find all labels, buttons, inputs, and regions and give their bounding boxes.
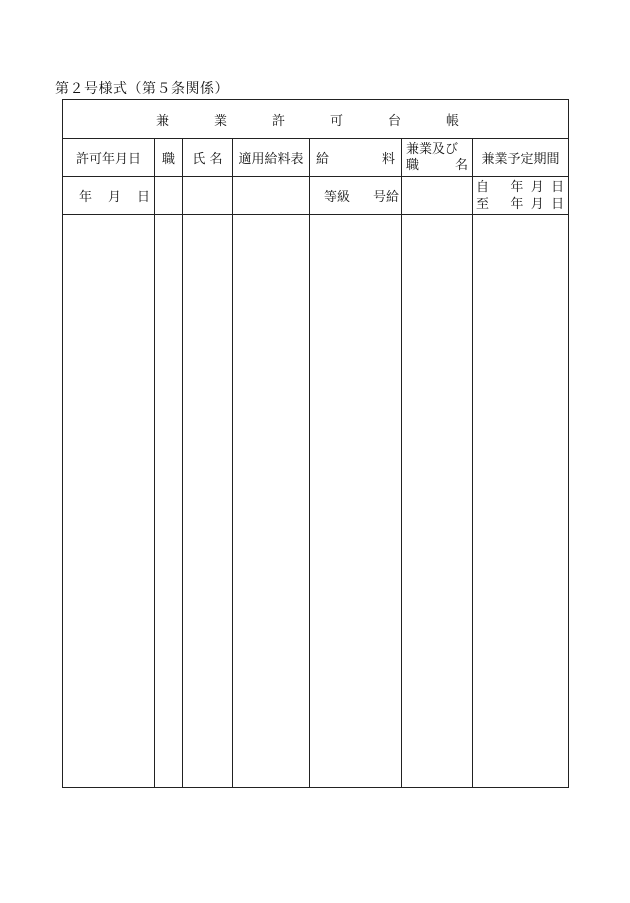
header-salary — [310, 139, 402, 177]
entry-permit-date-cell[interactable] — [63, 215, 155, 788]
period-from-year: 年 — [510, 179, 524, 195]
entry-salary-cell[interactable] — [310, 215, 402, 788]
subheader-period — [473, 177, 569, 215]
header-row — [63, 139, 569, 177]
header-period: 兼業予定期間 — [473, 139, 569, 177]
subheader-position-cell — [155, 177, 183, 215]
header-side-job-line2-left: 職 — [406, 157, 420, 173]
subheader-month: 月 — [107, 190, 121, 205]
period-from-month: 月 — [530, 179, 544, 195]
header-salary-right: 料 — [381, 152, 395, 167]
entry-position-cell[interactable] — [155, 215, 183, 788]
period-to-label: 至 — [476, 196, 490, 212]
header-side-job-line1: 兼業及び — [406, 141, 459, 157]
header-position: 職 — [155, 139, 183, 177]
entry-name-cell[interactable] — [183, 215, 233, 788]
period-to-day: 日 — [551, 196, 565, 212]
period-from-label: 自 — [476, 179, 490, 195]
header-side-job-position — [402, 139, 473, 177]
subheader-salary — [310, 177, 402, 215]
subheader-row — [63, 177, 569, 215]
period-to-year: 年 — [510, 196, 524, 212]
subheader-step: 号給 — [372, 190, 399, 205]
permit-ledger-table — [62, 99, 569, 788]
subheader-salary-table-cell — [233, 177, 310, 215]
entry-period-cell[interactable] — [473, 215, 569, 788]
subheader-name-cell — [183, 177, 233, 215]
subheader-permit-date — [63, 177, 155, 215]
entry-salary-table-cell[interactable] — [233, 215, 310, 788]
ledger-title: 兼 業 許 可 台 帳 — [63, 100, 569, 139]
header-permit-date: 許可年月日 — [63, 139, 155, 177]
form-label: 第２号様式（第５条関係） — [55, 81, 229, 97]
subheader-side-job-cell — [402, 177, 473, 215]
period-from-day: 日 — [551, 179, 565, 195]
period-to-month: 月 — [530, 196, 544, 212]
header-name: 氏 名 — [183, 139, 233, 177]
subheader-year: 年 — [79, 190, 93, 205]
entry-area-row — [63, 215, 569, 788]
subheader-day: 日 — [136, 190, 150, 205]
header-salary-left: 給 — [316, 152, 330, 167]
entry-side-job-cell[interactable] — [402, 215, 473, 788]
header-salary-table: 適用給料表 — [233, 139, 310, 177]
title-row — [63, 100, 569, 139]
header-side-job-line2-right: 名 — [454, 157, 468, 173]
subheader-grade: 等級 — [324, 190, 351, 205]
